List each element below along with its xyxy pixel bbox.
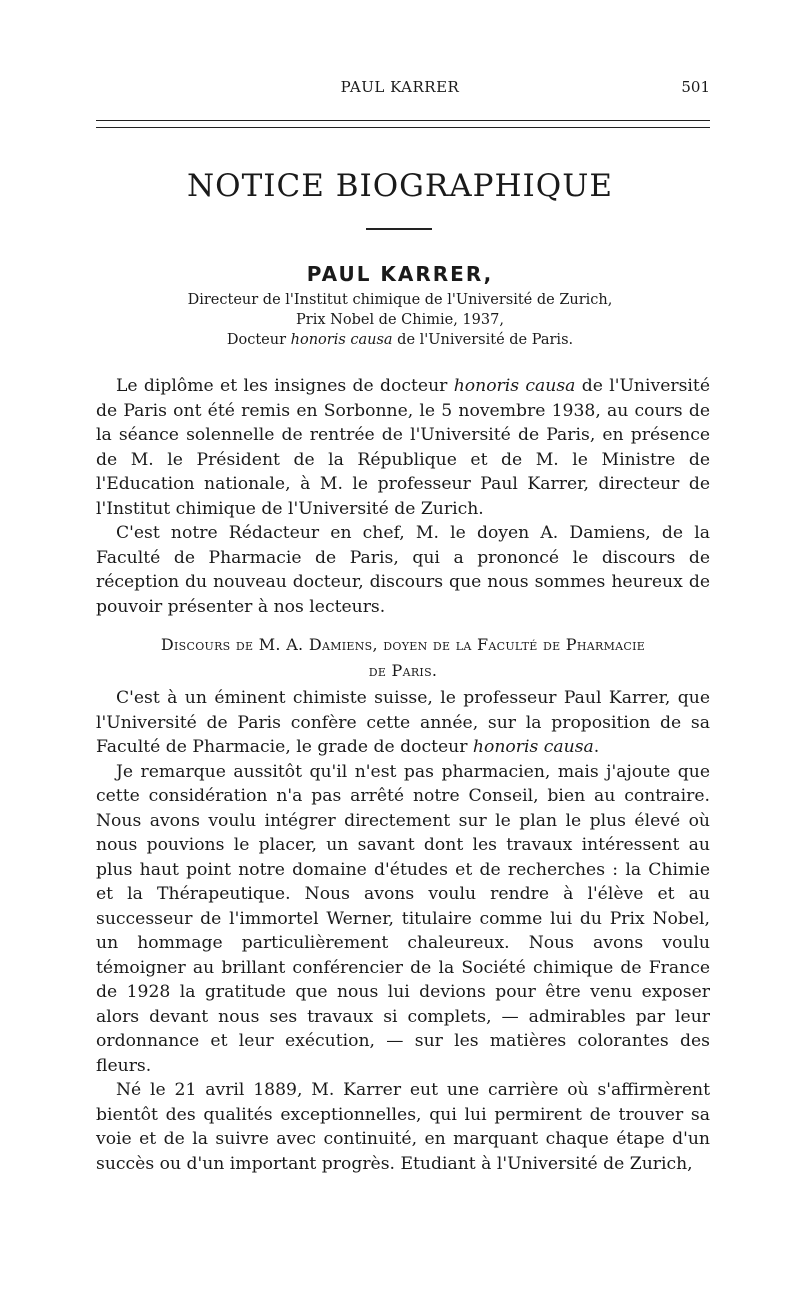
- affiliation-doctor-pre: Docteur: [226, 332, 291, 348]
- discours-heading-line-2: de Paris.: [368, 661, 438, 680]
- intro-section: [96, 374, 710, 619]
- discours-paragraph-3: Né le 21 avril 1889, M. Karrer eut une carrière où s'affirmèrent bientôt des qualités exceptionnelles, qui lui permirent de trouver sa voie et de la suivre avec continuité, en marquant chaque étape d'un succès ou d'un important progrès. Etudiant à l'Université de Zurich,: [96, 1080, 710, 1174]
- intro-paragraph-2: C'est notre Rédacteur en chef, M. le doyen A. Damiens, de la Faculté de Pharmacie de Paris, qui a prononcé le discours de réception du nouveau docteur, discours que nous sommes heureux de pouvoir présenter à nos lecteurs.: [96, 523, 710, 617]
- affiliation-doctor-post: de l'Université de Paris.: [392, 332, 574, 348]
- discours-p1-pre: C'est à un éminent chimiste suisse, le professeur Paul Karrer, que l'Université de Paris confère cette année, sur la proposition de sa Faculté de Pharmacie, le grade de docteur: [96, 688, 710, 757]
- discours-p1-post: .: [593, 737, 600, 757]
- discours-section: [96, 686, 710, 1176]
- running-head: [90, 78, 710, 100]
- intro-p1-honoris: honoris causa: [453, 376, 576, 396]
- title-underline: [366, 228, 432, 230]
- page-number: 501: [681, 78, 710, 96]
- affiliation-director: Directeur de l'Institut chimique de l'Université de Zurich,: [187, 292, 613, 308]
- person-name: PAUL KARRER,: [306, 262, 494, 286]
- affiliation-doctor: [0, 332, 800, 348]
- discours-paragraph-1: [96, 686, 710, 760]
- affiliation-nobel: Prix Nobel de Chimie, 1937,: [296, 312, 504, 328]
- intro-paragraph-1: [96, 374, 710, 521]
- intro-p1-pre: Le diplôme et les insignes de docteur: [116, 376, 454, 396]
- discours-p1-honoris: honoris causa: [472, 737, 594, 757]
- discours-paragraph-2: Je remarque aussitôt qu'il n'est pas pharmacien, mais j'ajoute que cette considération n'a pas arrêté notre Conseil, bien au contraire. Nous avons voulu intégrer directement sur le plan le plus élevé où nous pouvions le placer, un savant dont les travaux intéressent au plus haut point notre domaine d'études et de recherches : la Chimie et la Thérapeutique. Nous avons voulu rendre à l'élève et au successeur de l'immortel Werner, titulaire comme lui du Prix Nobel, un hommage particulièrement chaleureux. Nous avons voulu témoigner au brillant conférencier de la Société chimique de France de 1928 la gratitude que nous lui devions pour être venu exposer alors devant nous ses travaux si complets, — admirables par leur ordonnance et leur exécution, — sur les matières colorantes des fleurs.: [96, 761, 710, 1076]
- intro-p1-post: de l'Université de Paris ont été remis en Sorbonne, le 5 novembre 1938, au cours de la séance solennelle de rentrée de l'Université de Paris, en présence de M. le Président de la République et de M. le Ministre de l'Education nationale, à M. le professeur Paul Karrer, directeur de l'Institut chimique de l'Université de Zurich.: [96, 376, 710, 519]
- discours-heading-line-1: Discours de M. A. Damiens, doyen de la Faculté de Pharmacie: [160, 635, 646, 654]
- affiliation-doctor-honoris: honoris causa: [290, 332, 393, 348]
- notice-title: NOTICE BIOGRAPHIQUE: [187, 168, 613, 204]
- discours-heading: [96, 632, 710, 684]
- running-title: PAUL KARRER: [340, 78, 460, 96]
- double-rule-divider: [96, 120, 710, 128]
